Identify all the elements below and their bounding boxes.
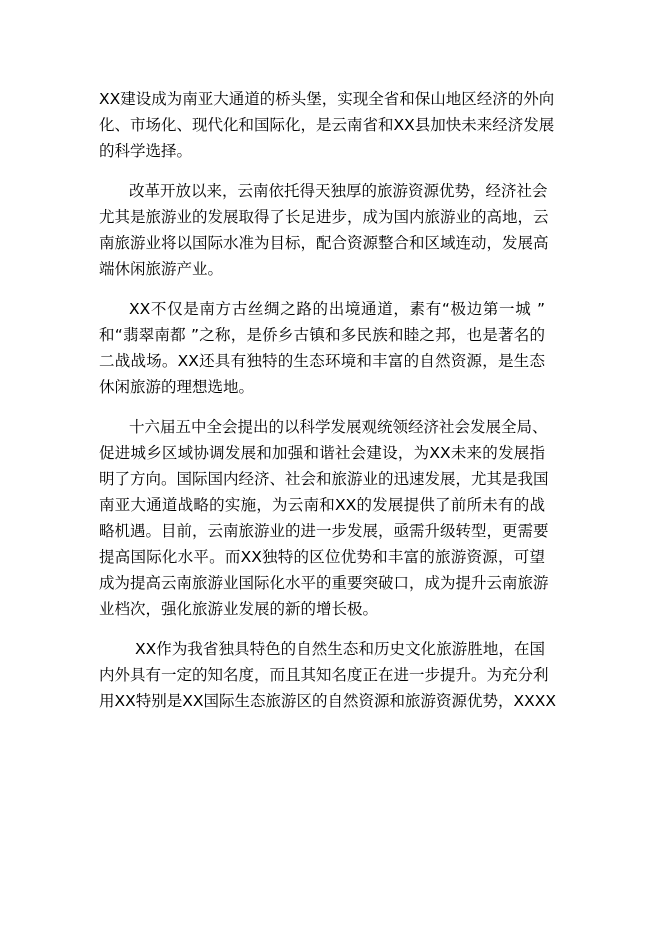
paragraph-3 xyxy=(99,296,545,400)
text-line: 十六届五中全会提出的以科学发展观统领经济社会发展全局、 xyxy=(129,418,548,436)
text-line: XX不仅是南方古丝绸之路的出境通道，素有“极边第一城 ” xyxy=(129,300,545,318)
text-line: 提高国际化水平。而XX独特的区位优势和丰富的旅游资源，可望 xyxy=(99,548,545,566)
text-line: 南旅游业将以国际水准为目标，配合资源整合和区域连动，发展高 xyxy=(99,234,549,252)
text-line: 化、市场化、现代化和国际化，是云南省和XX县加快未来经济发展 xyxy=(99,116,555,134)
text-line: XX建设成为南亚大通道的桥头堡，实现全省和保山地区经济的外向 xyxy=(99,90,555,108)
text-line: 明了方向。国际国内经济、社会和旅游业的迅速发展，尤其是我国 xyxy=(99,470,549,488)
text-line: 尤其是旅游业的发展取得了长足进步，成为国内旅游业的高地，云 xyxy=(99,208,549,226)
text-line: 端休闲旅游产业。 xyxy=(99,260,224,278)
text-line: 二战战场。XX还具有独特的生态环境和丰富的自然资源，是生态 xyxy=(99,352,545,370)
text-line: 南亚大通道战略的实施，为云南和XX的发展提供了前所未有的战 xyxy=(99,496,545,514)
paragraph-1 xyxy=(99,86,555,164)
paragraph-4 xyxy=(99,414,549,622)
text-line: 成为提高云南旅游业国际化水平的重要突破口，成为提升云南旅游 xyxy=(99,574,549,592)
text-line: 休闲旅游的理想选地。 xyxy=(99,378,255,396)
text-line: XX作为我省独具特色的自然生态和历史文化旅游胜地，在国 xyxy=(135,640,545,658)
paragraph-2 xyxy=(99,178,549,282)
text-line: 业档次，强化旅游业发展的新的增长极。 xyxy=(99,600,379,618)
text-line: 的科学选择。 xyxy=(99,142,193,160)
text-line: 改革开放以来，云南依托得天独厚的旅游资源优势，经济社会 xyxy=(129,182,548,200)
text-line: 略机遇。目前，云南旅游业的进一步发展，亟需升级转型，更需要 xyxy=(99,522,549,540)
text-line: 和“翡翠南都 ”之称，是侨乡古镇和多民族和睦之邦，也是著名的 xyxy=(99,326,545,344)
text-line: 用XX特别是XX国际生态旅游区的自然资源和旅游资源优势，XXXX xyxy=(99,692,556,710)
paragraph-5 xyxy=(99,636,556,714)
text-line: 促进城乡区域协调发展和加强和谐社会建设，为XX未来的发展指 xyxy=(99,444,545,462)
document-body xyxy=(99,86,556,714)
text-line: 内外具有一定的知名度，而且其知名度正在进一步提升。为充分利 xyxy=(99,666,549,684)
